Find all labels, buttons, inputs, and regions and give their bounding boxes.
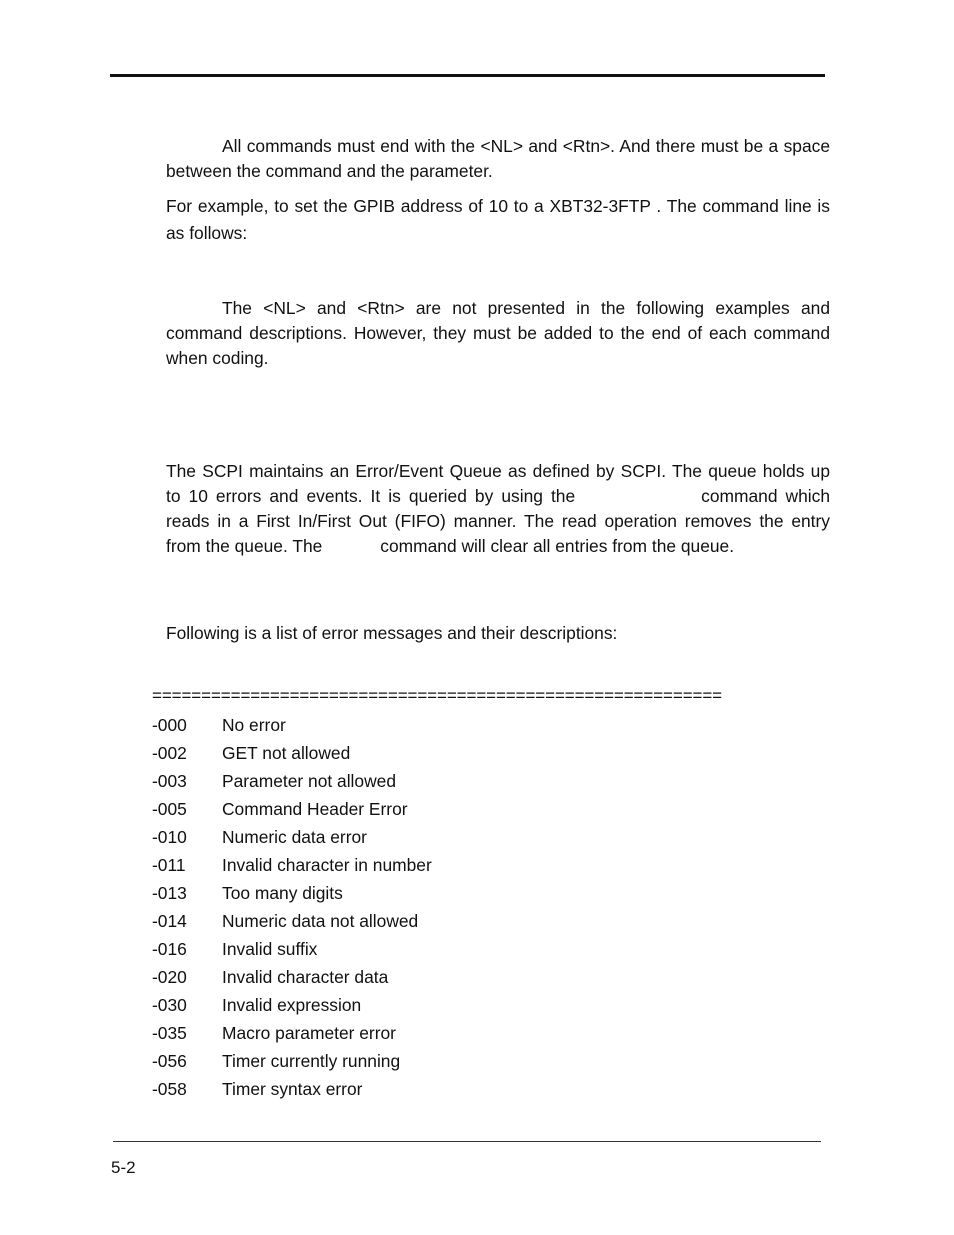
error-message: Numeric data error <box>222 827 367 847</box>
error-list-item <box>152 935 432 963</box>
header-rule <box>110 74 825 77</box>
error-list-item <box>152 711 432 739</box>
paragraph-error-queue: The SCPI maintains an Error/Event Queue as defined by SCPI. The queue holds up to 10 errors and events. It is queried by using the command which reads in a First In/First Out (FIFO) manner. The read operation removes the entry from the queue. The command will clear all entries from the queue. <box>166 461 831 556</box>
error-list-item <box>152 739 432 767</box>
error-message: Invalid expression <box>222 995 362 1015</box>
error-message: No error <box>222 715 286 735</box>
error-code: -003 <box>152 771 187 791</box>
error-list-item <box>152 851 432 879</box>
error-message: Invalid character in number <box>222 855 432 875</box>
error-message: Timer currently running <box>222 1051 401 1071</box>
error-code: -056 <box>152 1051 187 1071</box>
error-code: -011 <box>152 855 186 875</box>
error-list-item <box>152 879 432 907</box>
paragraph-example-intro: For example, to set the GPIB address of 10 to a XBT32-3FTP . The command line is as follows: <box>166 196 830 243</box>
error-message: Too many digits <box>222 883 343 903</box>
error-list-item <box>152 907 432 935</box>
error-message: Parameter not allowed <box>222 771 396 791</box>
error-message: GET not allowed <box>222 743 351 763</box>
error-message: Command Header Error <box>222 799 408 819</box>
error-message: Invalid suffix <box>222 939 318 959</box>
page-number: 5-2 <box>111 1158 136 1177</box>
error-list-item <box>152 1075 432 1103</box>
error-list-item <box>152 1047 432 1075</box>
error-message: Invalid character data <box>222 967 389 987</box>
error-code: -000 <box>152 715 187 735</box>
error-list-item <box>152 991 432 1019</box>
separator-line: ========================================================== <box>152 686 723 705</box>
error-code: -035 <box>152 1023 187 1043</box>
error-code: -030 <box>152 995 187 1015</box>
error-message: Macro parameter error <box>222 1023 396 1043</box>
error-list-item <box>152 1019 432 1047</box>
error-list-item <box>152 963 432 991</box>
paragraph-error-list-intro: Following is a list of error messages and their descriptions: <box>166 623 618 643</box>
footer-rule <box>113 1141 821 1142</box>
error-code: -014 <box>152 911 187 931</box>
error-message: Numeric data not allowed <box>222 911 419 931</box>
error-code: -013 <box>152 883 187 903</box>
error-code: -002 <box>152 743 187 763</box>
error-code: -020 <box>152 967 187 987</box>
error-list-item <box>152 823 432 851</box>
error-code: -058 <box>152 1079 187 1099</box>
error-message: Timer syntax error <box>222 1079 363 1099</box>
error-code: -016 <box>152 939 187 959</box>
error-list-item <box>152 767 432 795</box>
error-list <box>152 711 432 1103</box>
error-code: -005 <box>152 799 187 819</box>
paragraph-note: The <NL> and <Rtn> are not presented in the following examples and command descriptions. However, they must be added to the end of each command when coding. <box>166 298 830 368</box>
error-list-item <box>152 795 432 823</box>
error-code: -010 <box>152 827 187 847</box>
paragraph-command-termination: All commands must end with the <NL> and <Rtn>. And there must be a space between the command and the parameter. <box>166 136 830 181</box>
